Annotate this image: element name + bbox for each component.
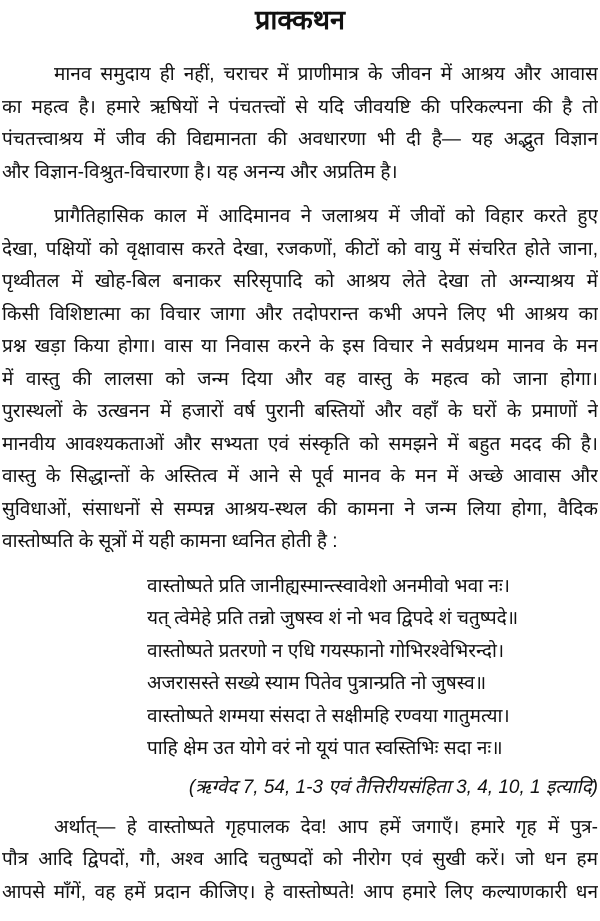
paragraph-1 — [2, 59, 598, 189]
verse-line: वास्तोष्पते शग्मया संसदा ते सक्षीमहि रण्वया गातुमत्या। — [147, 705, 510, 727]
document-body — [2, 59, 598, 921]
text-line: आपसे माँगें, वह हमें प्रदान कीजिए। हे वास्तोष्पते! आप हमारे लिए कल्याणकारी धन — [2, 881, 598, 903]
text-line: में वास्तु की लालसा को जन्म दिया और वह वास्तु के महत्व को जाना होगा। — [2, 368, 598, 390]
text-line: वास्तु के सिद्धान्तों के अस्तित्व में आने से पूर्व मानव के मन में अच्छे आवास और — [2, 466, 598, 487]
text-line: वास्तोष्पति के सूत्रों में यही कामना ध्वनित होती है : — [2, 531, 338, 552]
verse-line: वास्तोष्पते प्रति जानीह्यस्मान्त्स्वावेशो अनमीवो भवा नः। — [147, 575, 510, 597]
text-line: मानव समुदाय ही नहीं, चराचर में प्राणीमात्र के जीवन में आश्रय और आवास — [54, 64, 598, 85]
verse-line: अजरासस्ते सख्ये स्याम पितेव पुत्रान्प्रति नो जुषस्व॥ — [147, 673, 487, 694]
text-line: पृथ्वीतल में खोह-बिल बनाकर सरिसृपादि को आश्रय लेते देखा तो अग्न्याश्रय में — [2, 271, 598, 292]
verse-citation: (ऋग्वेद 7, 54, 1-3 एवं तैत्तिरीयसंहिता 3, 4, 10, 1 इत्यादि) — [188, 776, 598, 798]
text-line: पुरास्थलों के उत्खनन में हजारों वर्ष पुरानी बस्तियों और वहाँ के घरों के प्रमाणों ने — [2, 401, 598, 422]
text-line: पंचतत्त्वाश्रय में जीव की विद्यमानता की अवधारणा भी दी है— यह अद्भुत विज्ञान — [2, 129, 598, 150]
text-line: प्रागैतिहासिक काल में आदिमानव ने जलाश्रय में जीवों को विहार करते हुए — [54, 206, 598, 227]
text-line: पौत्र आदि द्विपदों, गौ, अश्व आदि चतुष्पदों को नीरोग एवं सुखी करें। जो धन हम — [2, 849, 598, 870]
text-line: प्रश्न खड़ा किया होगा। वास या निवास करने के इस विचार ने सर्वप्रथम मानव के मन — [2, 336, 598, 357]
verse-line: यत् त्वेमेहे प्रति तन्नो जुषस्व शं नो भव द्विपदे शं चतुष्पदे॥ — [147, 608, 519, 629]
text-line: का महत्व है। हमारे ऋषियों ने पंचतत्त्वों से यदि जीवयष्टि की परिकल्पना की है तो — [2, 96, 598, 118]
paragraph-3 — [2, 812, 598, 910]
text-line: अर्थात्— हे वास्तोष्पते गृहपालक देव! आप हमें जगाएँ। हमारे गृह में पुत्र- — [54, 816, 598, 838]
text-line: किसी विशिष्टात्मा का विचार जागा और तदोपरान्त कभी अपने लिए भी आश्रय का — [2, 303, 598, 325]
text-line: मानवीय आवश्यकताओं और सभ्यता एवं संस्कृति को समझने में बहुत मदद की है। — [2, 433, 598, 455]
paragraph-2 — [2, 201, 598, 559]
verse-line: वास्तोष्पते प्रतरणो न एधि गयस्फानो गोभिरश्वेभिरन्दो। — [147, 640, 505, 662]
verse-line: पाहि क्षेम उत योगे वरं नो यूयं पात स्वस्तिभिः सदा नः॥ — [147, 738, 503, 759]
text-line: और विज्ञान-विश्रुत-विचारणा है। यह अनन्य और अप्रतिम है। — [2, 161, 398, 183]
text-line: देखा, पक्षियों को वृक्षावास करते देखा, रजकणों, कीटों को वायु में संचरित होते जाना, — [2, 238, 598, 260]
vedic-verses — [2, 571, 598, 766]
page-title: प्राक्कथन — [254, 5, 346, 35]
text-line: सुविधाओं, संसाधनों से सम्पन्न आश्रय-स्थल की कामना ने जन्म लिया होगा, वैदिक — [2, 498, 598, 520]
